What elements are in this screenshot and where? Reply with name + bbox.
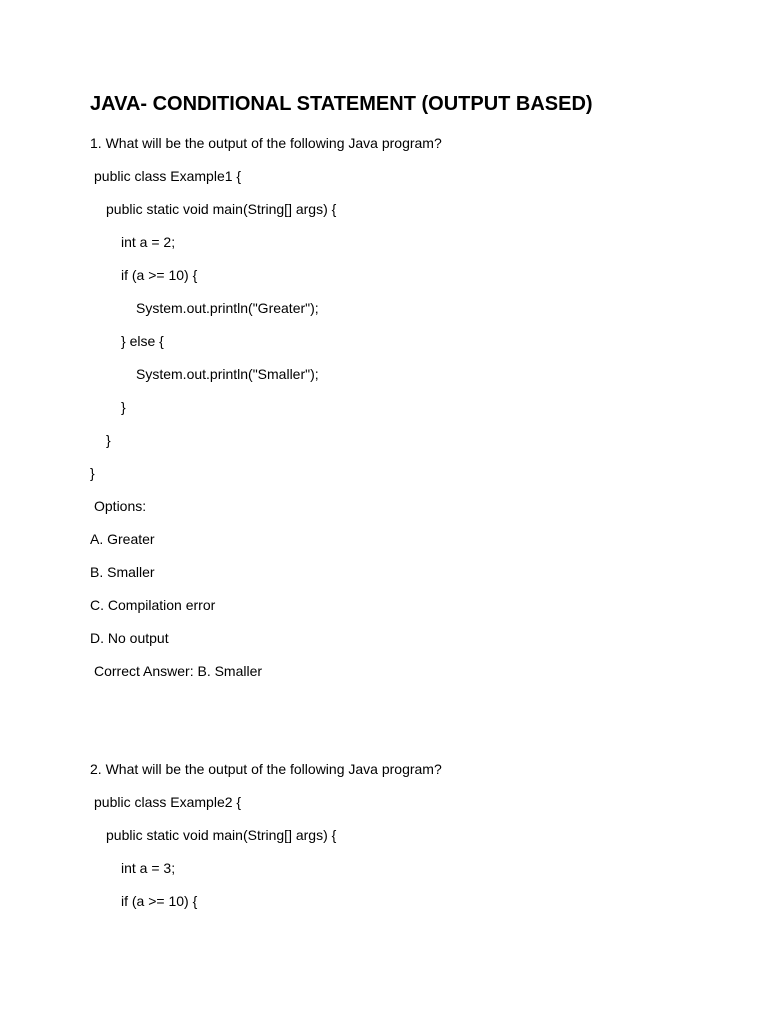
code-line: int a = 2; xyxy=(121,234,176,250)
code-line: if (a >= 10) { xyxy=(121,267,198,283)
code-line: if (a >= 10) { xyxy=(121,893,198,909)
code-line: } else { xyxy=(121,333,164,349)
correct-answer: Correct Answer: B. Smaller xyxy=(94,663,263,679)
question-2-text: 2. What will be the output of the following Java program? xyxy=(90,761,442,777)
option-b: B. Smaller xyxy=(90,564,155,580)
option-c: C. Compilation error xyxy=(90,597,216,613)
options-label: Options: xyxy=(94,498,147,514)
code-line: public class Example2 { xyxy=(94,794,242,810)
code-line: } xyxy=(106,432,111,448)
code-line: public class Example1 { xyxy=(94,168,242,184)
question-1-text: 1. What will be the output of the following Java program? xyxy=(90,135,442,151)
code-line: int a = 3; xyxy=(121,860,176,876)
option-a: A. Greater xyxy=(90,531,155,547)
code-line: public static void main(String[] args) { xyxy=(106,201,337,217)
code-line: } xyxy=(90,465,95,481)
code-line: public static void main(String[] args) { xyxy=(106,827,337,843)
code-line: System.out.println("Smaller"); xyxy=(136,366,319,382)
document-title: JAVA- CONDITIONAL STATEMENT (OUTPUT BASED) xyxy=(90,93,593,115)
code-line: System.out.println("Greater"); xyxy=(136,300,319,316)
option-d: D. No output xyxy=(90,630,169,646)
code-line: } xyxy=(121,399,126,415)
